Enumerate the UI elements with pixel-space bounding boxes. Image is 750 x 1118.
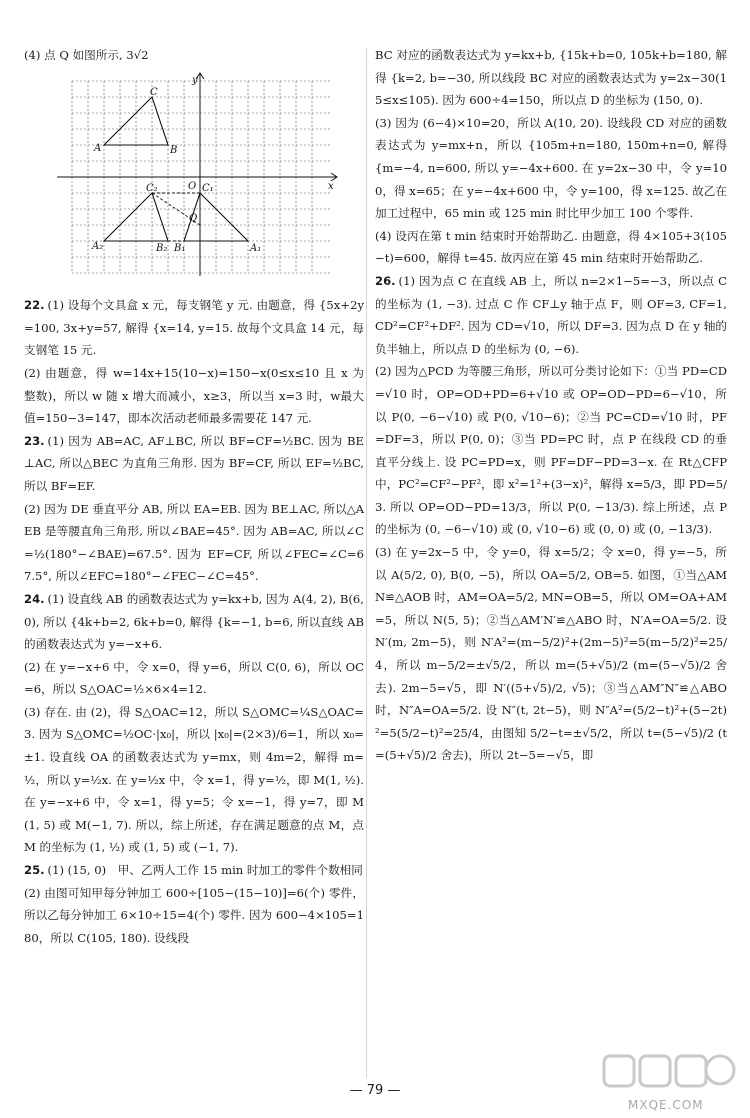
answer-paragraph [24, 859, 364, 882]
question-number: 23. [24, 433, 45, 448]
page-number: — 79 — [349, 1083, 401, 1098]
answer-text: (2) 因为 DE 垂直平分 AB, 所以 EA=EB. 因为 BE⊥AC, 所以△AEB 是等腰直角三角形, 所以∠BAE=45°. 因为 AB=AC, 所以∠C=½(180°−∠BAE)=67.5°. 因为 EF=CF, 所以∠FEC=∠C=67.5°, 所以∠EFC=180°−∠FEC−∠C=45°. [24, 501, 364, 584]
coordinate-figure [52, 71, 342, 281]
label-a2: A₂ [92, 240, 104, 252]
answer-paragraph [375, 225, 727, 270]
label-c1: C₁ [202, 182, 214, 194]
x-axis-label: x [328, 180, 334, 192]
question-number: 25. [24, 863, 45, 878]
watermark-text: MXQE.COM [628, 1098, 704, 1112]
answer-paragraph [24, 362, 364, 430]
question-number: 24. [24, 591, 45, 606]
label-b: B [170, 144, 178, 156]
origin-label: O [188, 180, 197, 192]
answer-text: (1) 因为点 C 在直线 AB 上，所以 n=2×1−5=−3，所以点 C 的坐标为 (1, −3). 过点 C 作 CF⊥y 轴于点 F，则 OF=3, CF=1, CD²=CF²+DF². 因为 CD=√10，所以 DF=3. 因为点 D 在 y 轴的负半轴上，所以点 D 的坐标为 (0, −6). [375, 273, 727, 356]
left-column [24, 44, 364, 949]
answer-paragraph [375, 112, 727, 225]
right-column [375, 44, 727, 767]
answer-paragraph [375, 541, 727, 767]
answer-text: (3) 因为 (6−4)×10=20，所以 A(10, 20). 设线段 CD 对应的函数表达式为 y=mx+n，所以 {105m+n=180, 150m+n=0, 解得 {m=−4, n=600, 所以 y=−4x+600. 在 y=2x−30 中，令 y=100，得 x=65；在 y=−4x+600 中，令 y=100，得 x=125. 故乙在加工过程中，65 min 或 125 min 时比甲少加工 100 个零件. [375, 115, 727, 221]
answer-text: (3) 在 y=2x−5 中，令 y=0，得 x=5/2；令 x=0，得 y=−5，所以 A(5/2, 0), B(0, −5)，所以 OA=5/2, OB=5. 如图，①当△AMN≌△AOB 时，AM=OA=5/2, MN=OB=5，所以 OM=OA+AM=5，所以 N(5, 5)；②当△AM′N′≌△ABO 时，N′A=OA=5/2. 设 N′(m, 2m−5)，则 N′A²=(m−5/2)²+(2m−5)²=5(m−5/2)²=25/4，所以 m−5/2=±√5/2，所以 m=(5+√5)/2 (m=(5−√5)/2 舍去). 2m−5=√5，即 N′((5+√5)/2, √5)；③当△AM″N″≌△ABO 时，N″A=OA=5/2. 设 N″(t, 2t−5)，则 N″A²=(5/2−t)²+(5−2t)²=5(5/2−t)²=25/4，由图知 5/2−t=±√5/2，所以 t=(5−√5)/2 (t=(5+√5)/2 舍去)，所以 2t−5=−√5，即 [375, 545, 727, 763]
triangles [104, 97, 248, 241]
answer-paragraph [24, 430, 364, 498]
label-a1: A₁ [250, 242, 262, 254]
answer-paragraph [24, 498, 364, 588]
item-4-answer: (4) 点 Q 如图所示, 3√2 [24, 48, 149, 62]
answer-text: BC 对应的函数表达式为 y=kx+b, {15k+b=0, 105k+b=180, 解得 {k=2, b=−30, 所以线段 BC 对应的函数表达式为 y=2x−30(15≤x≤105). 因为 600÷4=150，所以点 D 的坐标为 (150, 0). [375, 48, 727, 108]
answer-text: (1) 设直线 AB 的函数表达式为 y=kx+b, 因为 A(4, 2), B(6, 0), 所以 {4k+b=2, 6k+b=0, 解得 {k=−1, b=6, 所以直线 AB 的函数表达式为 y=−x+6. [24, 591, 364, 652]
answer-paragraph [24, 656, 364, 701]
answer-paragraph [24, 701, 364, 859]
label-c2: C₂ [146, 182, 158, 194]
answer-text: (2) 由图可知甲每分钟加工 600÷[105−(15−10)]=6(个) 零件，所以乙每分钟加工 6×10÷15=4(个) 零件. 因为 600−4×105=180，所以 C(105, 180). 设线段 [24, 885, 364, 945]
answer-paragraph [375, 360, 727, 541]
answer-paragraph [375, 270, 727, 360]
label-c: C [150, 86, 158, 98]
question-number: 26. [375, 273, 396, 288]
left-paragraphs [24, 294, 364, 949]
y-axis-label: y [192, 74, 198, 86]
right-paragraphs [375, 44, 727, 767]
label-q: Q [189, 212, 198, 224]
answer-text: (1) 因为 AB=AC, AF⊥BC, 所以 BF=CF=½BC. 因为 BE⊥AC, 所以△BEC 为直角三角形. 因为 BF=CF, 所以 EF=½BC, 所以 BF=EF. [24, 433, 364, 493]
answer-text: (4) 设丙在第 t min 结束时开始帮助乙. 由题意，得 4×105+3(105−t)=600，解得 t=45. 故丙应在第 45 min 结束时开始帮助乙. [375, 228, 727, 266]
answer-text: (1) 设每个文具盒 x 元，每支钢笔 y 元. 由题意，得 {5x+2y=100, 3x+y=57, 解得 {x=14, y=15. 故每个文具盒 14 元，每支钢笔 15 元. [24, 298, 364, 358]
answer-text: (3) 存在. 由 (2)，得 S△OAC=12，所以 S△OMC=¼S△OAC=3. 因为 S△OMC=½OC·|x₀|，所以 |x₀|=(2×3)/6=1，所以 x₀=±1. 设直线 OA 的函数表达式为 y=mx，则 4m=2，解得 m=½，所以 y=½x. 在 y=½x 中，令 x=1，得 y=½，即 M(1, ½). 在 y=−x+6 中，令 x=1，得 y=5；令 x=−1，得 y=7，即 M(1, 5) 或 M(−1, 7). 所以，综上所述，存在满足题意的点 M，点 M 的坐标为 (1, ½) 或 (1, 5) 或 (−1, 7). [24, 704, 364, 855]
answer-text: (2) 因为△PCD 为等腰三角形，所以可分类讨论如下：①当 PD=CD=√10 时，OP=OD+PD=6+√10 或 OP=OD−PD=6−√10，所以 P(0, −6−√10) 或 P(0, √10−6)；②当 PC=CD=√10 时，PF=DF=3，所以 P(0, 0)；③当 PD=PC 时，点 P 在线段 CD 的垂直平分线上. 设 PC=PD=x，则 PF=DF−PD=3−x. 在 Rt△CFP 中，PC²=CF²−PF²，即 x²=1²+(3−x)²，解得 x=5/3，即 PD=5/3. 所以 OP=OD−PD=13/3，所以 P(0, −13/3). 综上所述，点 P 的坐标为 (0, −6−√10) 或 (0, √10−6) 或 (0, 0) 或 (0, −13/3). [375, 364, 727, 537]
answer-text: (2) 在 y=−x+6 中，令 x=0，得 y=6，所以 C(0, 6)，所以 OC=6，所以 S△OAC=½×6×4=12. [24, 659, 364, 697]
answer-paragraph [24, 882, 364, 950]
label-b1: B₁ [174, 242, 186, 254]
answer-text: (2) 由题意，得 w=14x+15(10−x)=150−x(0≤x≤10 且 x 为整数)，所以 w 随 x 增大而减小，x≥3，所以当 x=3 时，w最大值=150−3=147，即本次活动老师最多需要花 147 元. [24, 365, 364, 426]
label-a: A [94, 142, 102, 154]
figure-labels [91, 75, 334, 254]
question-number: 22. [24, 298, 45, 313]
column-divider [366, 48, 367, 1078]
answer-text: (1) (15, 0) 甲、乙两人工作 15 min 时加工的零件个数相同 [47, 863, 363, 878]
answer-paragraph [375, 44, 727, 112]
answer-paragraph [24, 588, 364, 656]
answer-paragraph [24, 294, 364, 362]
label-b2: B₂ [156, 242, 168, 254]
